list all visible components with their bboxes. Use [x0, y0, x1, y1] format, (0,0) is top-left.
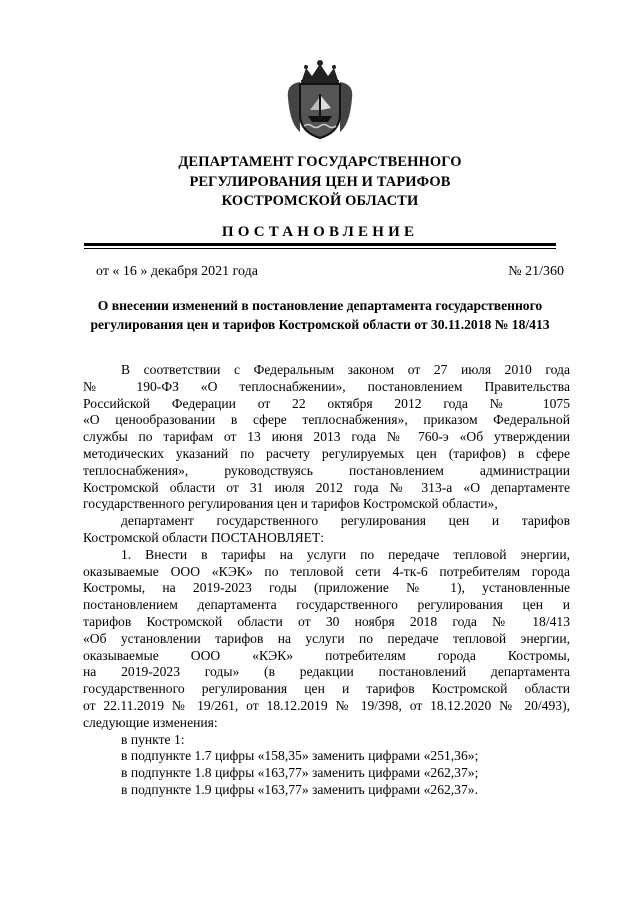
body-line: методических указаний по расчету регулируемых цен (тарифов) в сфере [83, 445, 570, 461]
body-line: в подпункте 1.8 цифры «163,77» заменить цифрами «262,37»; [121, 765, 479, 781]
body-line: на 2019-2023 годы» (в редакции постановлений департамента [83, 664, 570, 680]
body-line: «Об установлении тарифов на услуги по передаче тепловой энергии, [83, 630, 570, 646]
body-line: 1. Внести в тарифы на услуги по передаче тепловой энергии, [121, 546, 570, 562]
body-line: «О ценообразовании в сфере теплоснабжения», приказом Федеральной [83, 412, 570, 428]
body-line: В соответствии с Федеральным законом от 27 июля 2010 года [121, 362, 570, 377]
document-body [83, 362, 570, 799]
body-line: в подпункте 1.7 цифры «158,35» заменить цифрами «251,36»; [121, 748, 479, 764]
department-name [100, 153, 540, 212]
department-name-line: КОСТРОМСКОЙ ОБЛАСТИ [221, 193, 419, 209]
body-line: службы по тарифам от 13 июня 2013 года № 760-э «Об утверждении [83, 429, 570, 445]
body-line: Костромы, на 2019-2023 годы (приложение № 1), установленные [83, 580, 570, 596]
document-number: № 21/360 [508, 264, 564, 279]
body-line: от 22.11.2019 № 19/261, от 18.12.2019 № 19/398, от 18.12.2020 № 20/493), [83, 697, 570, 713]
subject-line: О внесении изменений в постановление департамента государственного [97, 298, 543, 313]
body-line: Костромской области ПОСТАНОВЛЯЕТ: [83, 529, 325, 545]
body-line: государственного регулирования цен и тарифов Костромской области [83, 681, 570, 697]
body-line: оказываемые ООО «КЭК» по тепловой сети 4-тк-6 потребителям города [83, 563, 570, 579]
document-type-title: ПОСТАНОВЛЕНИЕ [221, 224, 419, 240]
body-line: № 190-ФЗ «О теплоснабжении», постановлением Правительства [83, 378, 570, 394]
document-date: от « 16 » декабря 2021 года [96, 264, 258, 279]
body-line: теплоснабжения», руководствуясь постановлением администрации [83, 462, 570, 478]
body-line: следующие изменения: [83, 714, 218, 730]
body-line: государственного регулирования цен и тарифов Костромской области», [83, 496, 498, 512]
body-line: оказываемые ООО «КЭК» потребителям города Костромы, [83, 647, 570, 663]
document-subject [80, 296, 560, 334]
body-line: в пункте 1: [121, 731, 185, 747]
department-name-line: ДЕПАРТАМЕНТ ГОСУДАРСТВЕННОГО [178, 154, 462, 170]
department-name-line: РЕГУЛИРОВАНИЯ ЦЕН И ТАРИФОВ [189, 173, 451, 190]
body-line: в подпункте 1.9 цифры «163,77» заменить цифрами «262,37». [121, 781, 478, 797]
subject-line: регулирования цен и тарифов Костромской области от 30.11.2018 № 18/413 [90, 317, 550, 332]
header-divider-thick [84, 243, 556, 246]
body-line: департамент государственного регулирования цен и тарифов [121, 513, 570, 529]
body-line: тарифов Костромской области от 30 ноября 2018 года № 18/413 [83, 613, 570, 629]
body-line: постановлением департамента государственного регулирования цен и [83, 597, 570, 613]
body-line: Костромской области от 31 июля 2012 года № 313-а «О департаменте [83, 479, 570, 495]
coat-of-arms-icon [282, 58, 358, 142]
body-line: Российской Федерации от 22 октября 2012 года № 1075 [83, 395, 570, 411]
header-divider-thin [84, 248, 556, 249]
